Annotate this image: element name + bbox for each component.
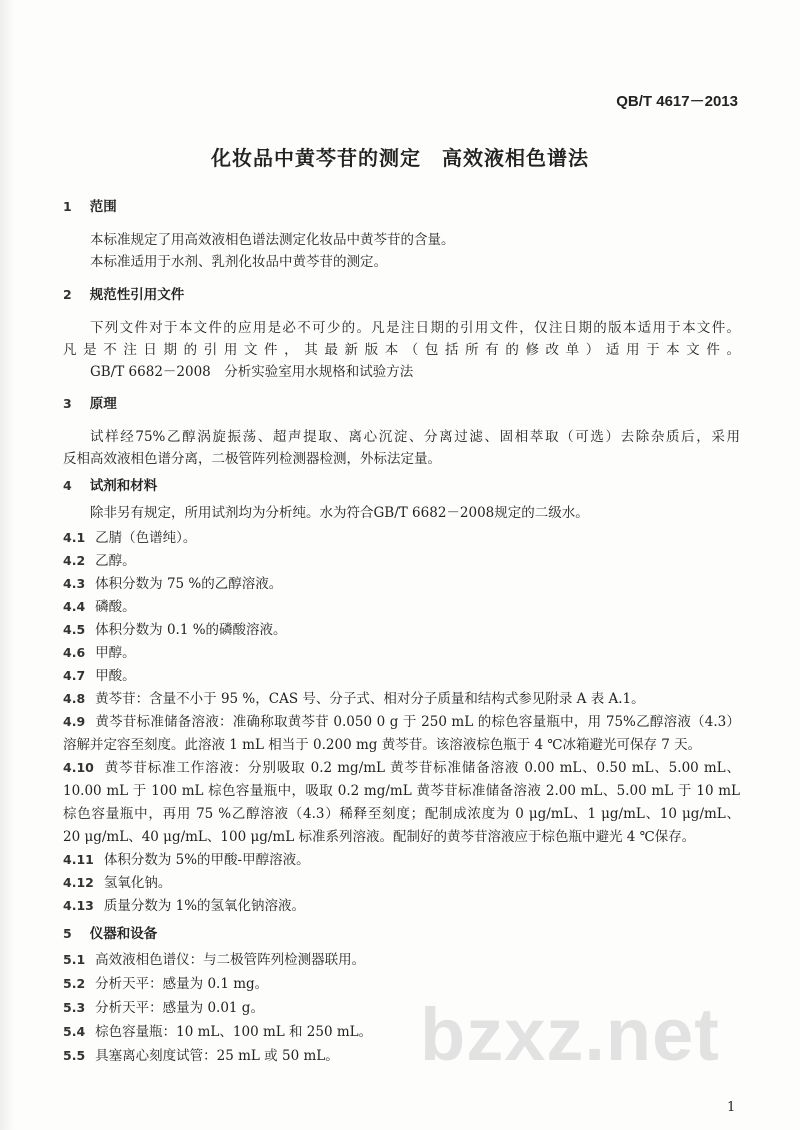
clause-text: 体积分数为 75 %的乙醇溶液。 [95, 576, 283, 592]
clause-text: 高效液相色谱仪：与二极管阵列检测器联用。 [95, 952, 366, 968]
watermark: bzxz.net [420, 993, 720, 1076]
paragraph-text: GB/T 6682－2008 分析实验室用水规格和试验方法 [90, 364, 414, 380]
clause-number: 4.6 [63, 645, 86, 660]
clause-line [63, 689, 645, 709]
clause-text: 分析天平：感量为 0.01 g。 [95, 1000, 264, 1016]
clause-text: 棕色容量瓶中，再用 75 %乙醇溶液（4.3）稀释至刻度；配制成浓度为 0 μg/mL、1 μg/mL、10 μg/mL、 [63, 806, 740, 822]
clause-text: 乙醇。 [95, 553, 136, 569]
clause-number: 4.2 [63, 553, 86, 568]
clause-number: 4.12 [63, 875, 94, 890]
section-heading [63, 285, 184, 305]
paragraph-line [63, 340, 740, 360]
clause-number: 4.3 [63, 576, 86, 591]
clause-text: 体积分数为 5%的甲酸-甲醇溶液。 [103, 852, 310, 868]
clause-line [63, 528, 196, 548]
clause-number: 4.9 [63, 714, 86, 729]
paragraph-text: 本标准规定了用高效液相色谱法测定化妆品中黄芩苷的含量。 [90, 232, 455, 248]
clause-text: 氢氧化钠。 [103, 875, 172, 891]
paragraph-line [63, 449, 441, 469]
paragraph-text: 本标准适用于水剂、乳剂化妆品中黄芩苷的测定。 [90, 254, 387, 270]
clause-text: 溶解并定容至刻度。此溶液 1 mL 相当于 0.200 mg 黄芩苷。该溶液棕色瓶于 4 ℃冰箱避光可保存 7 天。 [63, 737, 702, 753]
clause-line [63, 643, 136, 663]
clause-text: 磷酸。 [95, 599, 136, 615]
paragraph-text: 反相高效液相色谱分离，二极管阵列检测器检测，外标法定量。 [63, 451, 441, 467]
clause-number: 4.5 [63, 622, 86, 637]
section-heading [63, 476, 157, 496]
clause-number: 5.5 [63, 1048, 86, 1063]
paragraph-line [90, 230, 455, 250]
clause-number: 5.4 [63, 1024, 86, 1039]
document-title: 化妆品中黄芩苷的测定 高效液相色谱法 [211, 146, 589, 170]
section-number: 5 [63, 926, 72, 941]
section-heading [63, 197, 117, 217]
section-heading [63, 924, 157, 944]
section-number: 1 [63, 199, 72, 214]
clause-line [63, 735, 701, 755]
section-title: 仪器和设备 [89, 926, 158, 942]
clause-line [63, 896, 305, 916]
clause-number: 5.1 [63, 952, 86, 967]
paragraph-line [90, 252, 387, 272]
section-number: 3 [63, 396, 72, 411]
paragraph-text: 下列文件对于本文件的应用是必不可少的。凡是注日期的引用文件，仅注日期的版本适用于本文件。 [90, 320, 740, 336]
clause-line [63, 597, 136, 617]
clause-line [63, 1022, 372, 1042]
clause-line [63, 666, 136, 686]
clause-text: 黄芩苷标准储备溶液：准确称取黄芩苷 0.050 0 g 于 250 mL 的棕色容量瓶中，用 75%乙醇溶液（4.3） [95, 714, 740, 730]
clause-text: 具塞离心刻度试管：25 mL 或 50 mL。 [95, 1048, 339, 1064]
clause-number: 4.7 [63, 668, 86, 683]
clause-line [63, 850, 310, 870]
clause-line [63, 758, 740, 778]
clause-number: 5.3 [63, 1000, 86, 1015]
clause-number: 4.13 [63, 898, 94, 913]
clause-text: 质量分数为 1%的氢氧化钠溶液。 [103, 898, 306, 914]
section-title: 试剂和材料 [89, 478, 158, 494]
paragraph-line [90, 362, 413, 382]
paragraph-line [90, 503, 589, 523]
section-number: 2 [63, 287, 72, 302]
clause-line [63, 950, 365, 970]
clause-line [63, 974, 268, 994]
clause-text: 乙腈（色谱纯）。 [95, 530, 197, 546]
clause-number: 4.1 [63, 530, 86, 545]
paragraph-line [90, 318, 740, 338]
clause-line [63, 781, 740, 801]
clause-text: 黄芩苷：含量不小于 95 %，CAS 号、分子式、相对分子质量和结构式参见附录 A 表 A.1。 [95, 691, 645, 707]
clause-text: 棕色容量瓶：10 mL、100 mL 和 250 mL。 [95, 1024, 373, 1040]
paragraph-line [90, 427, 740, 447]
clause-number: 5.2 [63, 976, 86, 991]
section-title: 规范性引用文件 [89, 287, 185, 303]
section-title: 原理 [89, 396, 117, 412]
clause-text: 体积分数为 0.1 %的磷酸溶液。 [95, 622, 287, 638]
clause-text: 甲醇。 [95, 645, 136, 661]
clause-line [63, 827, 695, 847]
section-heading [63, 394, 117, 414]
clause-number: 4.4 [63, 599, 86, 614]
page-number: 1 [727, 1100, 736, 1115]
clause-text: 黄芩苷标准工作溶液：分别吸取 0.2 mg/mL 黄芩苷标准储备溶液 0.00 mL、0.50 mL、5.00 mL、 [103, 760, 740, 776]
clause-number: 4.11 [63, 852, 94, 867]
paragraph-text: 除非另有规定，所用试剂均为分析纯。水为符合GB/T 6682－2008规定的二级水。 [90, 505, 589, 521]
clause-number: 4.10 [63, 760, 94, 775]
section-number: 4 [63, 478, 72, 493]
standard-number: QB/T 4617－2013 [616, 93, 738, 110]
clause-text: 甲酸。 [95, 668, 136, 684]
paragraph-text: 凡是不注日期的引用文件，其最新版本（包括所有的修改单）适用于本文件。 [63, 342, 740, 358]
clause-text: 10.00 mL 于 100 mL 棕色容量瓶中，吸取 0.2 mg/mL 黄芩苷标准储备溶液 2.00 mL、5.00 mL 于 10 mL [63, 783, 740, 799]
clause-number: 4.8 [63, 691, 86, 706]
clause-text: 20 μg/mL、40 μg/mL、100 μg/mL 标准系列溶液。配制好的黄芩苷溶液应于棕色瓶中避光 4 ℃保存。 [63, 829, 696, 845]
clause-text: 分析天平：感量为 0.1 mg。 [95, 976, 269, 992]
clause-line [63, 551, 136, 571]
clause-line [63, 804, 740, 824]
clause-line [63, 620, 287, 640]
clause-line [63, 873, 171, 893]
clause-line [63, 1046, 339, 1066]
paragraph-text: 试样经75%乙醇涡旋振荡、超声提取、离心沉淀、分离过滤、固相萃取（可选）去除杂质后，采用 [90, 429, 740, 445]
section-title: 范围 [89, 199, 117, 215]
clause-line [63, 574, 282, 594]
clause-line [63, 998, 264, 1018]
clause-line [63, 712, 740, 732]
